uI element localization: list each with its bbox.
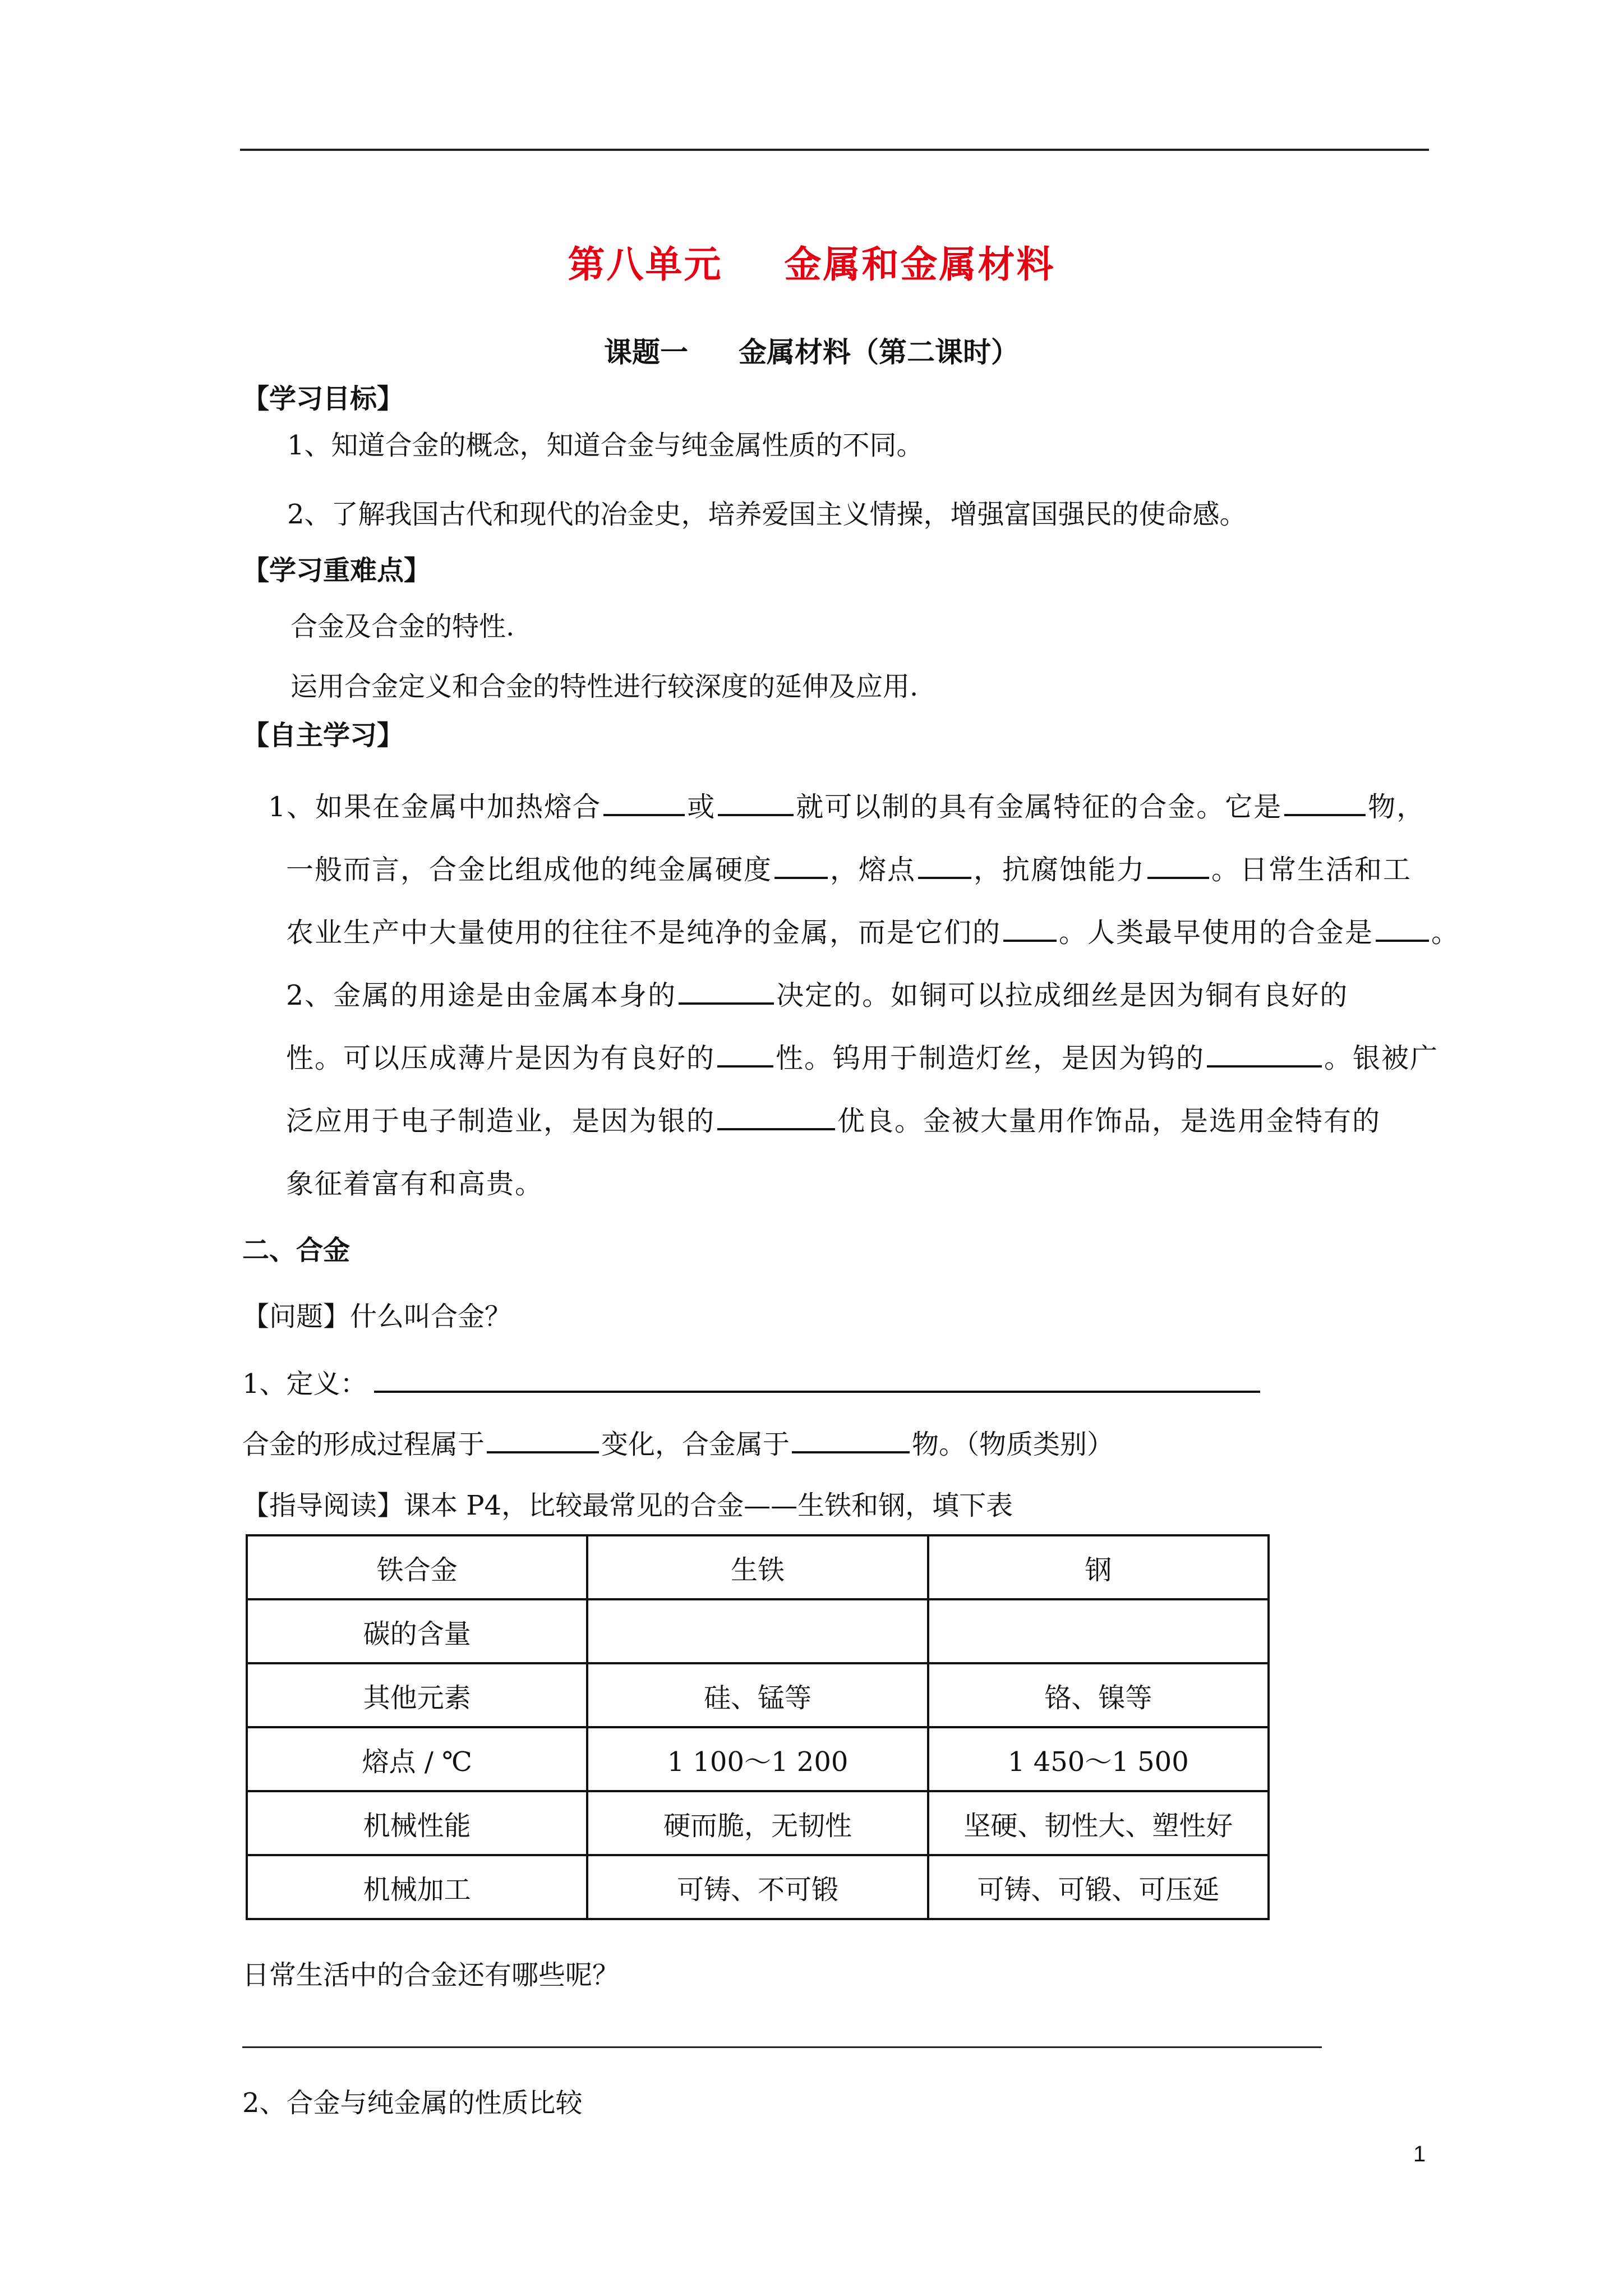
q1-text: 就可以制的具有金属特征的合金。它是 (796, 791, 1283, 823)
daily-alloys-question: 日常生活中的合金还有哪些呢？ (242, 1959, 620, 1991)
q2-text: 。银被广 (1324, 1042, 1439, 1074)
objective-item: 1、知道合金的概念，知道合金与纯金属性质的不同。 (287, 430, 924, 461)
self-study-q1-line3 (286, 911, 1460, 950)
key-points-heading: 【学习重难点】 (242, 555, 431, 586)
table-cell: 机械性能 (247, 1791, 587, 1855)
formation-text: 物。（物质类别） (912, 1429, 1114, 1460)
q1-text: 物， (1368, 791, 1426, 823)
objective-item: 2、了解我国古代和现代的冶金史，培养爱国主义情操，增强富国强民的使命感。 (287, 499, 1247, 530)
self-study-q2-line1 (286, 974, 1348, 1013)
fill-blank[interactable] (918, 852, 971, 879)
table-cell: 硅、锰等 (587, 1663, 928, 1727)
reading-instruction: 【指导阅读】课本 P4，比较最常见的合金——生铁和钢，填下表 (242, 1490, 1013, 1521)
fill-blank[interactable] (1284, 789, 1366, 816)
answer-line[interactable] (242, 2046, 1322, 2048)
q2-text: 2、金属的用途是由金属本身的 (286, 979, 677, 1011)
table-header-cell: 钢 (928, 1535, 1269, 1599)
definition-line (242, 1362, 1262, 1401)
page-title (0, 234, 1623, 288)
table-row (247, 1727, 1269, 1791)
table-header-cell: 生铁 (587, 1535, 928, 1599)
q1-text: 一般而言，合金比组成他的纯金属硬度 (286, 854, 773, 886)
title-unit: 第八单元 (568, 242, 723, 286)
q1-text: 。日常生活和工 (1211, 854, 1412, 886)
fill-blank[interactable] (792, 1427, 910, 1453)
key-point-item: 合金及合金的特性. (291, 611, 515, 642)
fill-blank[interactable] (717, 1041, 773, 1068)
q2-text: 性。可以压成薄片是因为有良好的 (286, 1042, 716, 1074)
self-study-q2-line2 (286, 1037, 1438, 1076)
fill-blank[interactable] (1147, 852, 1209, 879)
fill-blank[interactable] (1207, 1041, 1322, 1068)
table-cell: 1 450～1 500 (928, 1727, 1269, 1791)
table-header-cell: 铁合金 (247, 1535, 587, 1599)
self-study-q1-line1 (268, 785, 1425, 825)
table-cell-input[interactable] (928, 1599, 1269, 1663)
page-number: 1 (1413, 2142, 1426, 2166)
fill-blank[interactable] (774, 852, 828, 879)
section2-heading: 二、合金 (242, 1235, 351, 1266)
table-cell: 机械加工 (247, 1855, 587, 1919)
q1-text: 。人类最早使用的合金是 (1059, 917, 1374, 949)
iron-alloy-table (246, 1534, 1270, 1920)
table-row (247, 1599, 1269, 1663)
formation-line (242, 1423, 1114, 1461)
table-cell: 铬、镍等 (928, 1663, 1269, 1727)
subtitle-topic: 金属材料（第二课时） (739, 335, 1019, 369)
q1-text: 1、如果在金属中加热熔合 (268, 791, 602, 823)
fill-blank[interactable] (679, 978, 774, 1005)
objectives-heading: 【学习目标】 (242, 383, 404, 415)
q2-text: 优良。金被大量用作饰品，是选用金特有的 (837, 1105, 1381, 1137)
q2-text: 性。钨用于制造灯丝，是因为钨的 (776, 1042, 1205, 1074)
section2-question: 【问题】什么叫合金？ (242, 1301, 512, 1332)
fill-blank[interactable] (1003, 915, 1057, 942)
q2-text: 决定的。如铜可以拉成细丝是因为铜有良好的 (776, 979, 1349, 1011)
self-study-q2-line3 (286, 1099, 1381, 1139)
fill-blank[interactable] (603, 789, 685, 816)
q1-text: ，熔点 (830, 854, 916, 886)
key-point-item: 运用合金定义和合金的特性进行较深度的延伸及应用. (291, 671, 919, 702)
table-cell: 可铸、可锻、可压延 (928, 1855, 1269, 1919)
fill-blank[interactable] (487, 1427, 599, 1453)
table-row (247, 1791, 1269, 1855)
self-study-q2-line4 (286, 1162, 543, 1202)
definition-blank[interactable] (374, 1366, 1260, 1393)
table-cell-input[interactable] (587, 1599, 928, 1663)
table-cell: 熔点 / ℃ (247, 1727, 587, 1791)
q1-text: 或 (687, 791, 716, 823)
table-cell: 1 100～1 200 (587, 1727, 928, 1791)
header-rule (240, 149, 1429, 151)
q2-text: 象征着富有和高贵。 (286, 1168, 544, 1200)
fill-blank[interactable] (718, 789, 794, 816)
page-subtitle (0, 330, 1623, 370)
table-cell: 硬而脆，无韧性 (587, 1791, 928, 1855)
fill-blank[interactable] (717, 1103, 835, 1130)
table-cell: 碳的含量 (247, 1599, 587, 1663)
subtitle-lesson: 课题一 (604, 335, 688, 369)
self-study-q1-line2 (286, 848, 1412, 887)
comparison-heading: 2、合金与纯金属的性质比较 (242, 2087, 583, 2119)
table-cell: 坚硬、韧性大、塑性好 (928, 1791, 1269, 1855)
table-row (247, 1855, 1269, 1919)
q2-text: 泛应用于电子制造业，是因为银的 (286, 1105, 716, 1137)
self-study-heading: 【自主学习】 (242, 720, 404, 751)
title-topic: 金属和金属材料 (784, 242, 1055, 286)
q1-text: 。 (1431, 917, 1460, 949)
table-cell: 其他元素 (247, 1663, 587, 1727)
table-header-row (247, 1535, 1269, 1599)
q1-text: 农业生产中大量使用的往往不是纯净的金属，而是它们的 (286, 917, 1002, 949)
fill-blank[interactable] (1376, 915, 1429, 942)
table-row (247, 1663, 1269, 1727)
definition-label: 1、定义： (242, 1368, 367, 1400)
table-cell: 可铸、不可锻 (587, 1855, 928, 1919)
formation-text: 变化，合金属于 (601, 1429, 790, 1460)
q1-text: ，抗腐蚀能力 (974, 854, 1146, 886)
formation-text: 合金的形成过程属于 (242, 1429, 485, 1460)
